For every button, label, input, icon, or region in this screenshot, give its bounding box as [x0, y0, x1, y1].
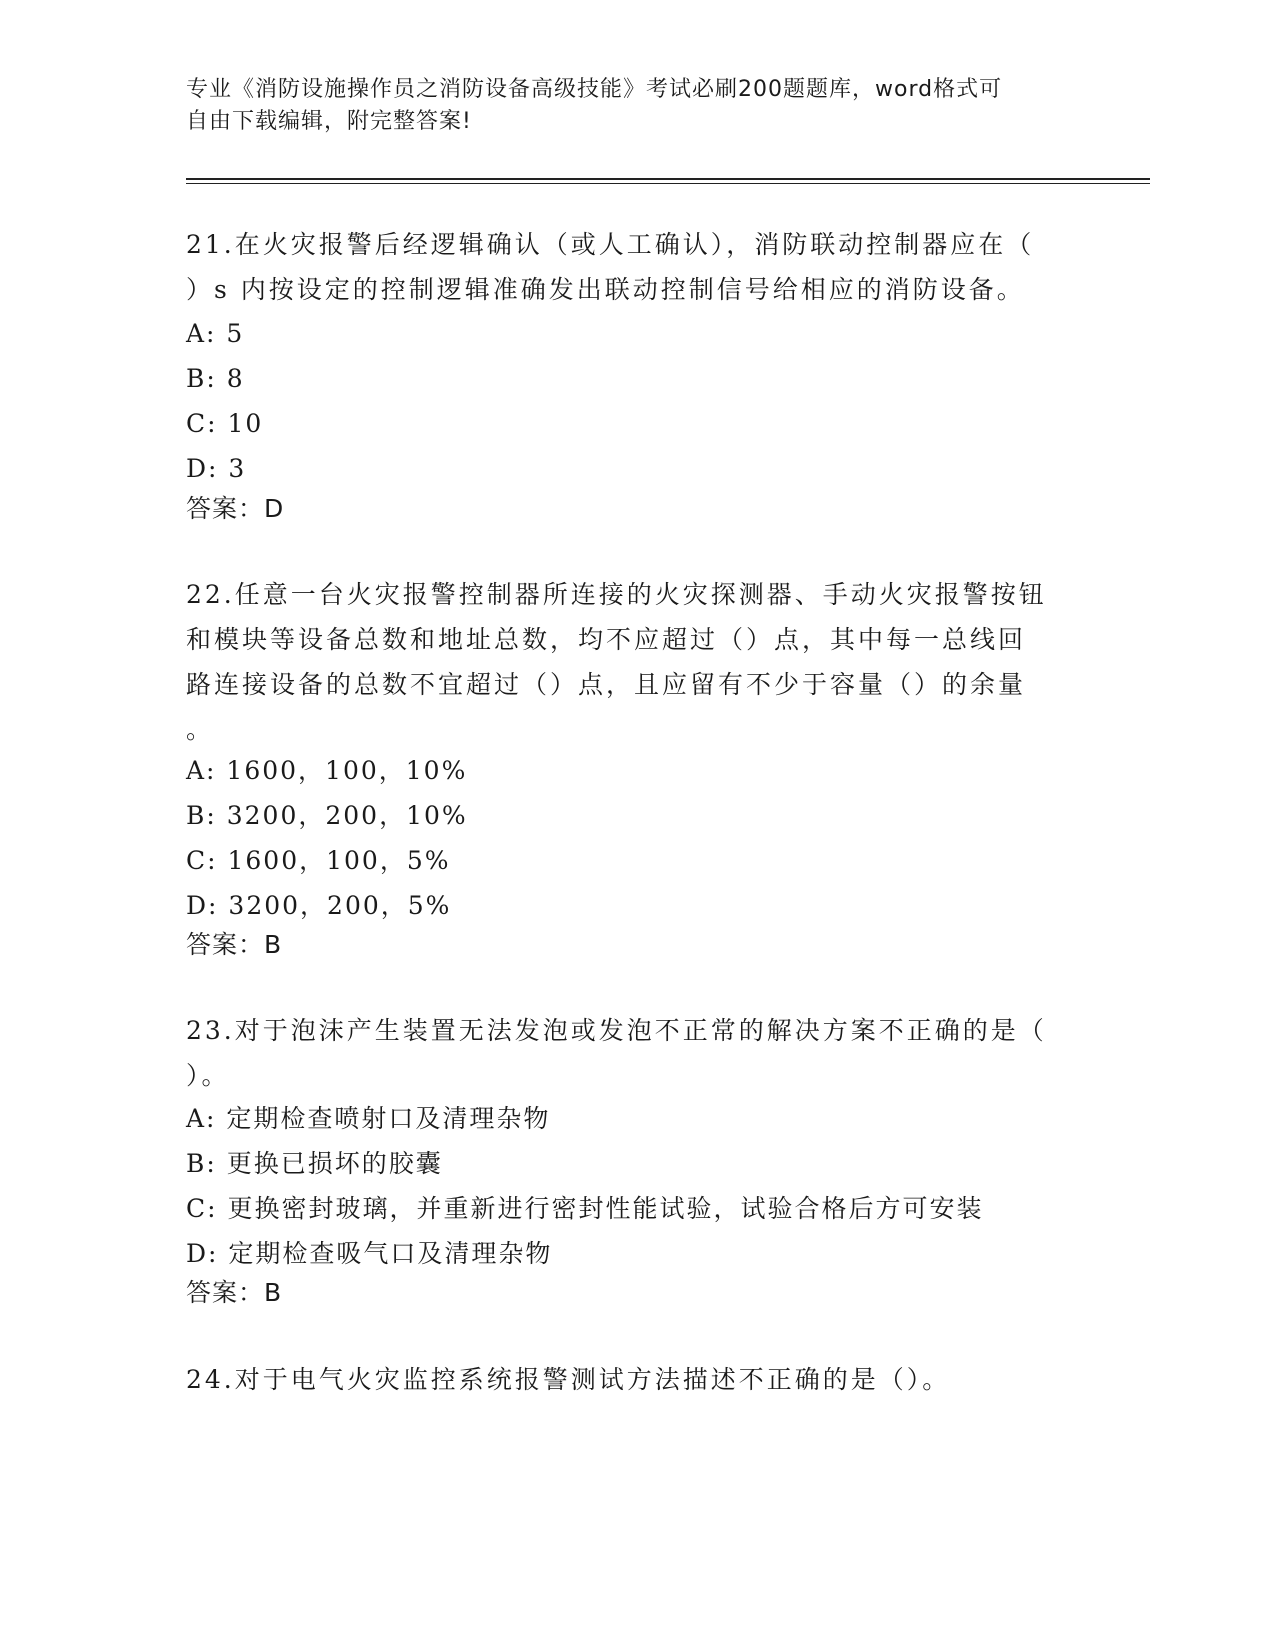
question-23-line-2: ）。	[186, 1061, 230, 1090]
question-23-option-a: A: 定期检查喷射口及清理杂物	[186, 1104, 551, 1133]
document-header	[186, 74, 1066, 138]
question-23-option-d: D: 定期检查吸气口及清理杂物	[186, 1239, 553, 1268]
question-24-line-1: 24.对于电气火灾监控系统报警测试方法描述不正确的是（）。	[186, 1365, 951, 1394]
question-22-options	[186, 748, 1076, 928]
question-23-option-c: C: 更换密封玻璃，并重新进行密封性能试验，试验合格后方可安装	[186, 1194, 984, 1223]
question-22-line-3: 路连接设备的总数不宜超过（）点，且应留有不少于容量（）的余量	[186, 670, 1027, 699]
question-21-option-d: D: 3	[186, 454, 247, 483]
question-24-text	[186, 1357, 1076, 1402]
question-23-line-1: 23.对于泡沫产生装置无法发泡或发泡不正常的解决方案不正确的是（	[186, 1016, 1047, 1045]
question-21-options	[186, 311, 1076, 491]
question-21-text	[186, 222, 1076, 312]
question-21-option-c: C: 10	[186, 409, 264, 438]
header-divider-thick	[186, 178, 1150, 180]
header-divider-thin	[186, 183, 1150, 184]
question-22-option-b: B: 3200，200，10%	[186, 801, 468, 830]
question-21-line-2: ）s 内按设定的控制逻辑准确发出联动控制信号给相应的消防设备。	[186, 275, 1025, 304]
question-22-answer: 答案：B	[186, 930, 283, 959]
question-21-option-b: B: 8	[186, 364, 245, 393]
question-23-options	[186, 1096, 1076, 1276]
question-21-answer: 答案：D	[186, 494, 285, 523]
question-23-text	[186, 1008, 1076, 1098]
question-22-line-4: 。	[186, 715, 215, 744]
question-22-line-1: 22.任意一台火灾报警控制器所连接的火灾探测器、手动火灾报警按钮	[186, 580, 1047, 609]
question-22-text	[186, 572, 1076, 752]
question-22-line-2: 和模块等设备总数和地址总数，均不应超过（）点，其中每一总线回	[186, 625, 1027, 654]
header-line-1: 专业《消防设施操作员之消防设备高级技能》考试必刷200题题库，word格式可	[186, 77, 1003, 102]
question-23-option-b: B: 更换已损坏的胶囊	[186, 1149, 443, 1178]
question-22-option-d: D: 3200，200，5%	[186, 891, 452, 920]
question-22-option-a: A: 1600，100，10%	[186, 756, 468, 785]
question-22-option-c: C: 1600，100，5%	[186, 846, 451, 875]
question-23-answer: 答案：B	[186, 1278, 283, 1307]
header-line-2: 自由下载编辑，附完整答案!	[186, 109, 472, 134]
question-21-line-1: 21.在火灾报警后经逻辑确认（或人工确认），消防联动控制器应在（	[186, 230, 1035, 259]
question-21-option-a: A: 5	[186, 319, 245, 348]
